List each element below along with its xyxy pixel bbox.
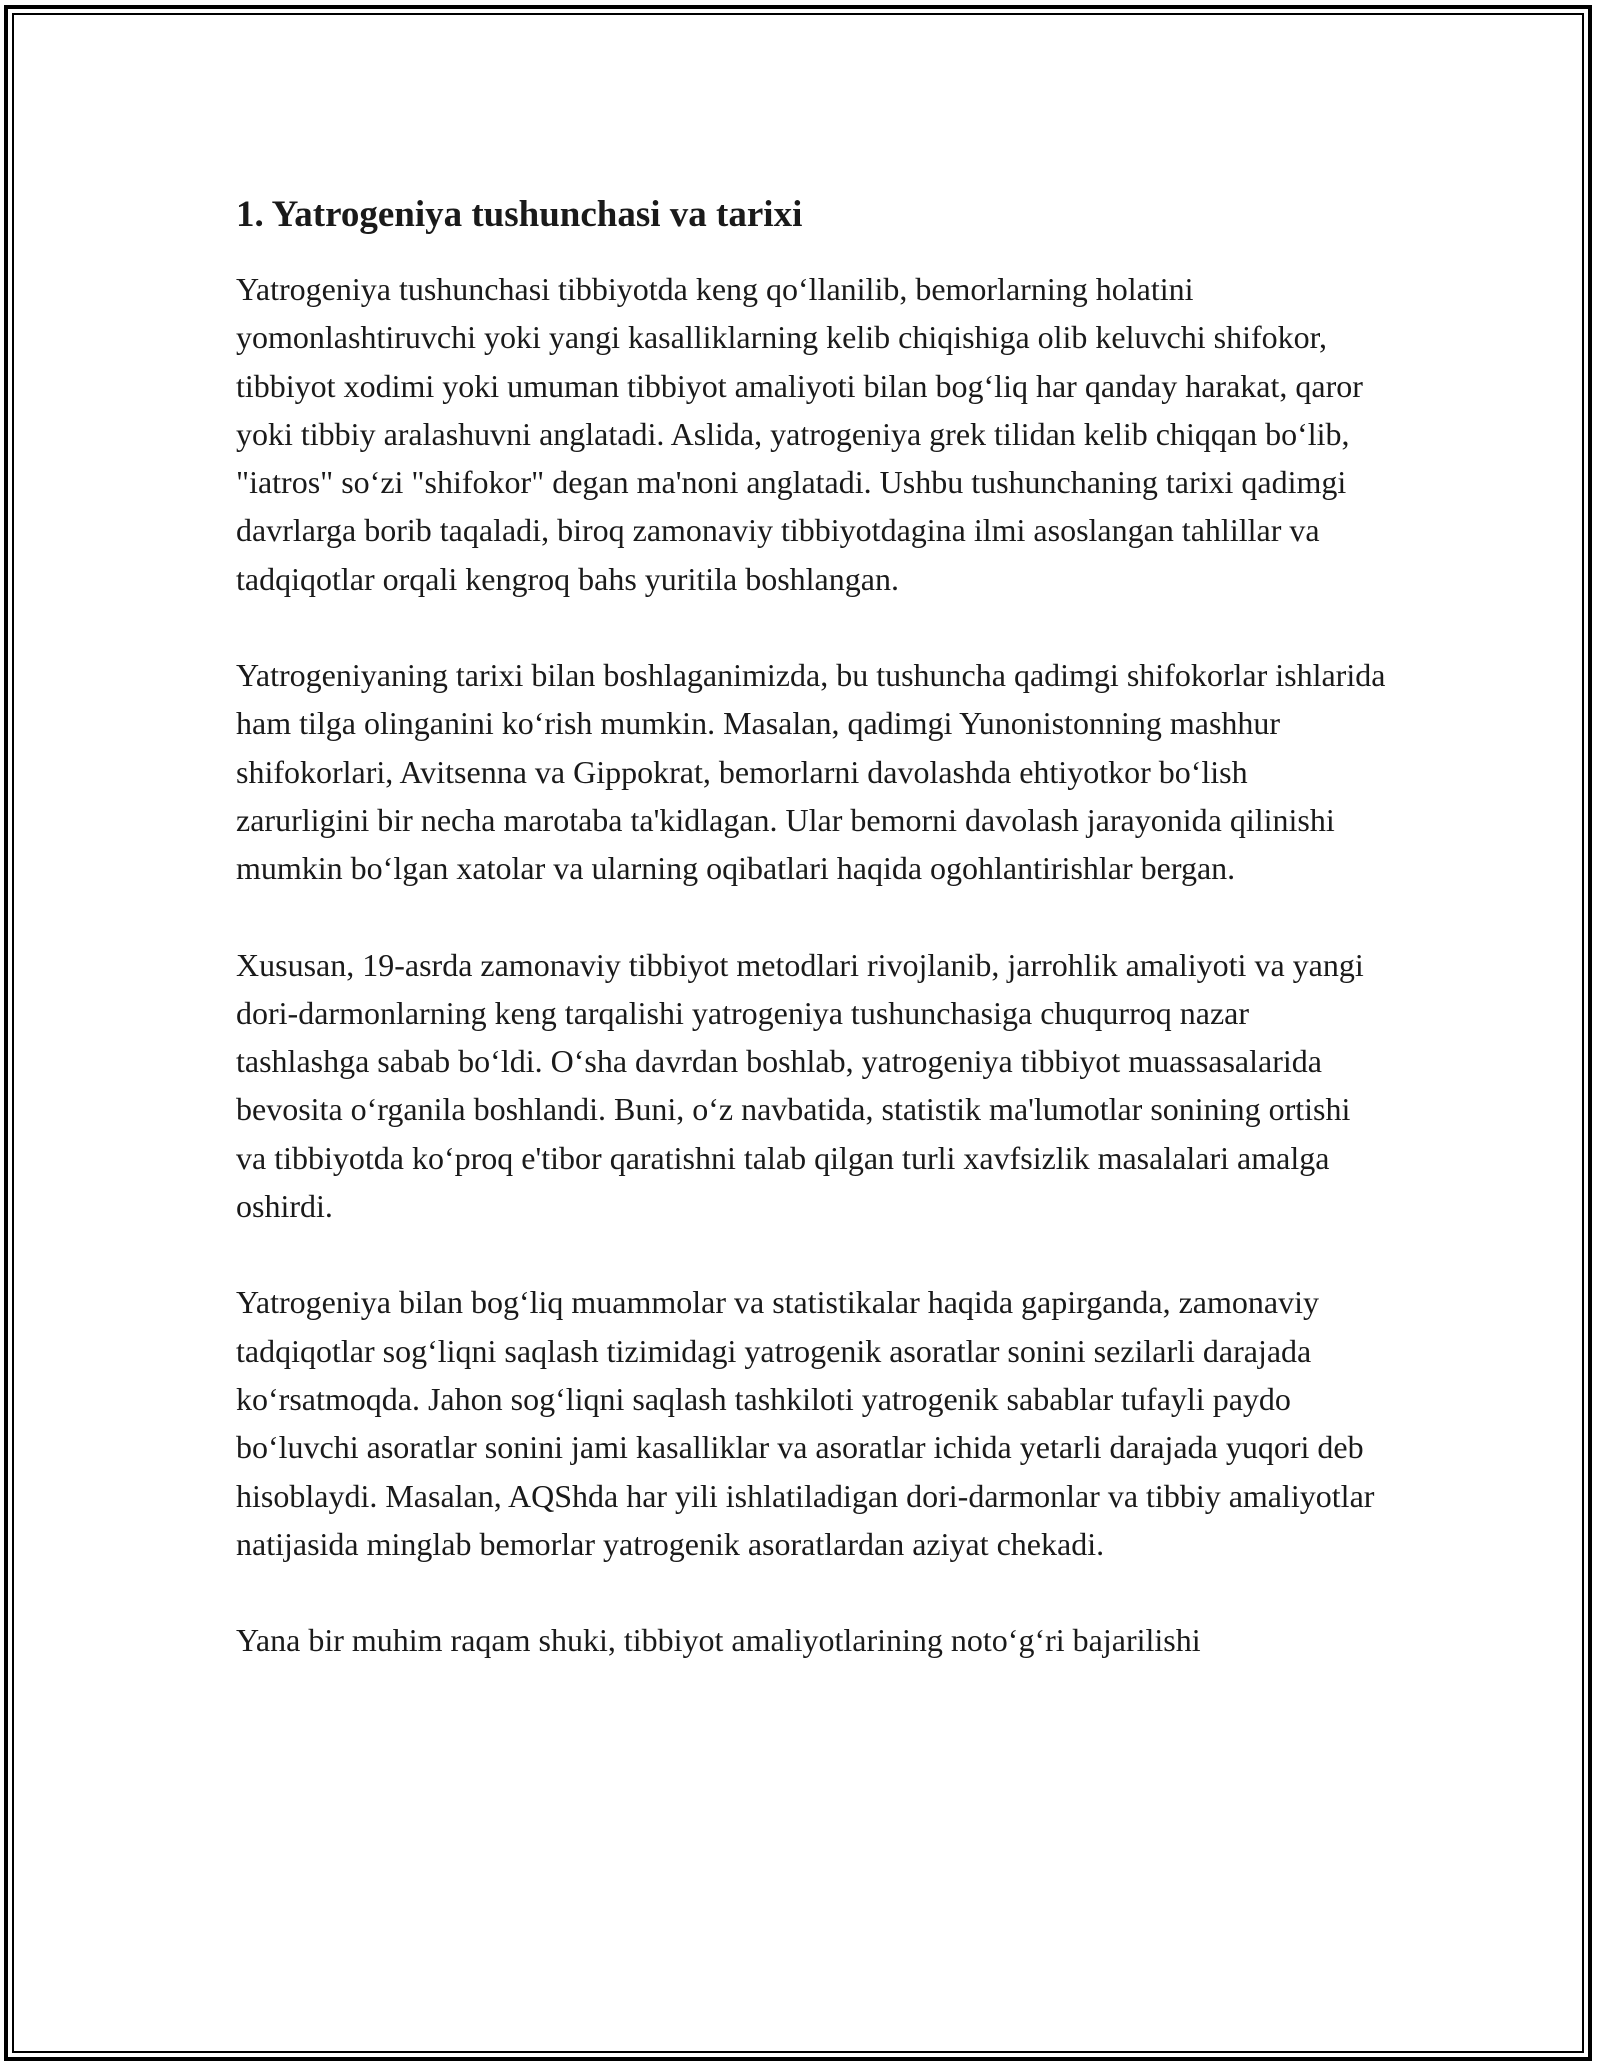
paragraph-continuation: Yana bir muhim raqam shuki, tibbiyot amaliyotlarining noto‘g‘ri bajarilishi xyxy=(236,1622,1201,1659)
paragraph-19th-century: Xususan, 19-asrda zamonaviy tibbiyot metodlari rivojlanib, jarrohlik amaliyoti va yangi dori-darmonlarning keng tarqalishi yatrogeniya tushunchasiga chuqurroq nazar tashlashga sabab bo‘ldi. O‘sha davrdan boshlab, yatrogeniya tibbiyot muassasalarida bevosita o‘rganila boshlandi. Buni, o‘z navbatida, statistik ma'lumotlar sonining ortishi va tibbiyotda ko‘proq e'tibor qaratishni talab qilgan turli xavfsizlik masalalari amalga oshirdi. xyxy=(236,946,1364,1225)
section-heading: 1. Yatrogeniya tushunchasi va tarixi xyxy=(236,194,803,235)
paragraph-history: Yatrogeniyaning tarixi bilan boshlaganimizda, bu tushuncha qadimgi shifokorlar ishlarida ham tilga olinganini ko‘rish mumkin. Masalan, qadimgi Yunonistonning mashhur shifokorlari, Avitsenna va Gippokrat, bemorlarni davolashda ehtiyotkor bo‘lish zarurligini bir necha marotaba ta'kidlagan. Ular bemorni davolash jarayonida qilinishi mumkin bo‘lgan xatolar va ularning oqibatlari haqida ogohlantirishlar bergan. xyxy=(236,657,1386,887)
paragraph-statistics: Yatrogeniya bilan bog‘liq muammolar va statistikalar haqida gapirganda, zamonaviy tadqiqotlar sog‘liqni saqlash tizimidagi yatrogenik asoratlar sonini sezilarli darajada ko‘rsatmoqda. Jahon sog‘liqni saqlash tashkiloti yatrogenik sabablar tufayli paydo bo‘luvchi asoratlar sonini jami kasalliklar va asoratlar ichida yetarli darajada yuqori deb hisoblaydi. Masalan, AQShda har yili ishlatiladigan dori-darmonlar va tibbiy amaliyotlar natijasida minglab bemorlar yatrogenik asoratlardan aziyat chekadi. xyxy=(236,1284,1375,1562)
paragraph-definition: Yatrogeniya tushunchasi tibbiyotda keng qo‘llanilib, bemorlarning holatini yomonlashtiruvchi yoki yangi kasalliklarning kelib chiqishiga olib keluvchi shifokor, tibbiyot xodimi yoki umuman tibbiyot amaliyoti bilan bog‘liq har qanday harakat, qaror yoki tibbiy aralashuvni anglatadi. Aslida, yatrogeniya grek tilidan kelib chiqqan bo‘lib, "iatros" so‘zi "shifokor" degan ma'noni anglatadi. Ushbu tushunchaning tarixi qadimgi davrlarga borib taqaladi, biroq zamonaviy tibbiyotdagina ilmi asoslangan tahlillar va tadqiqotlar orqali kengroq bahs yuritila boshlangan. xyxy=(236,271,1363,597)
document-body xyxy=(236,185,1386,1712)
